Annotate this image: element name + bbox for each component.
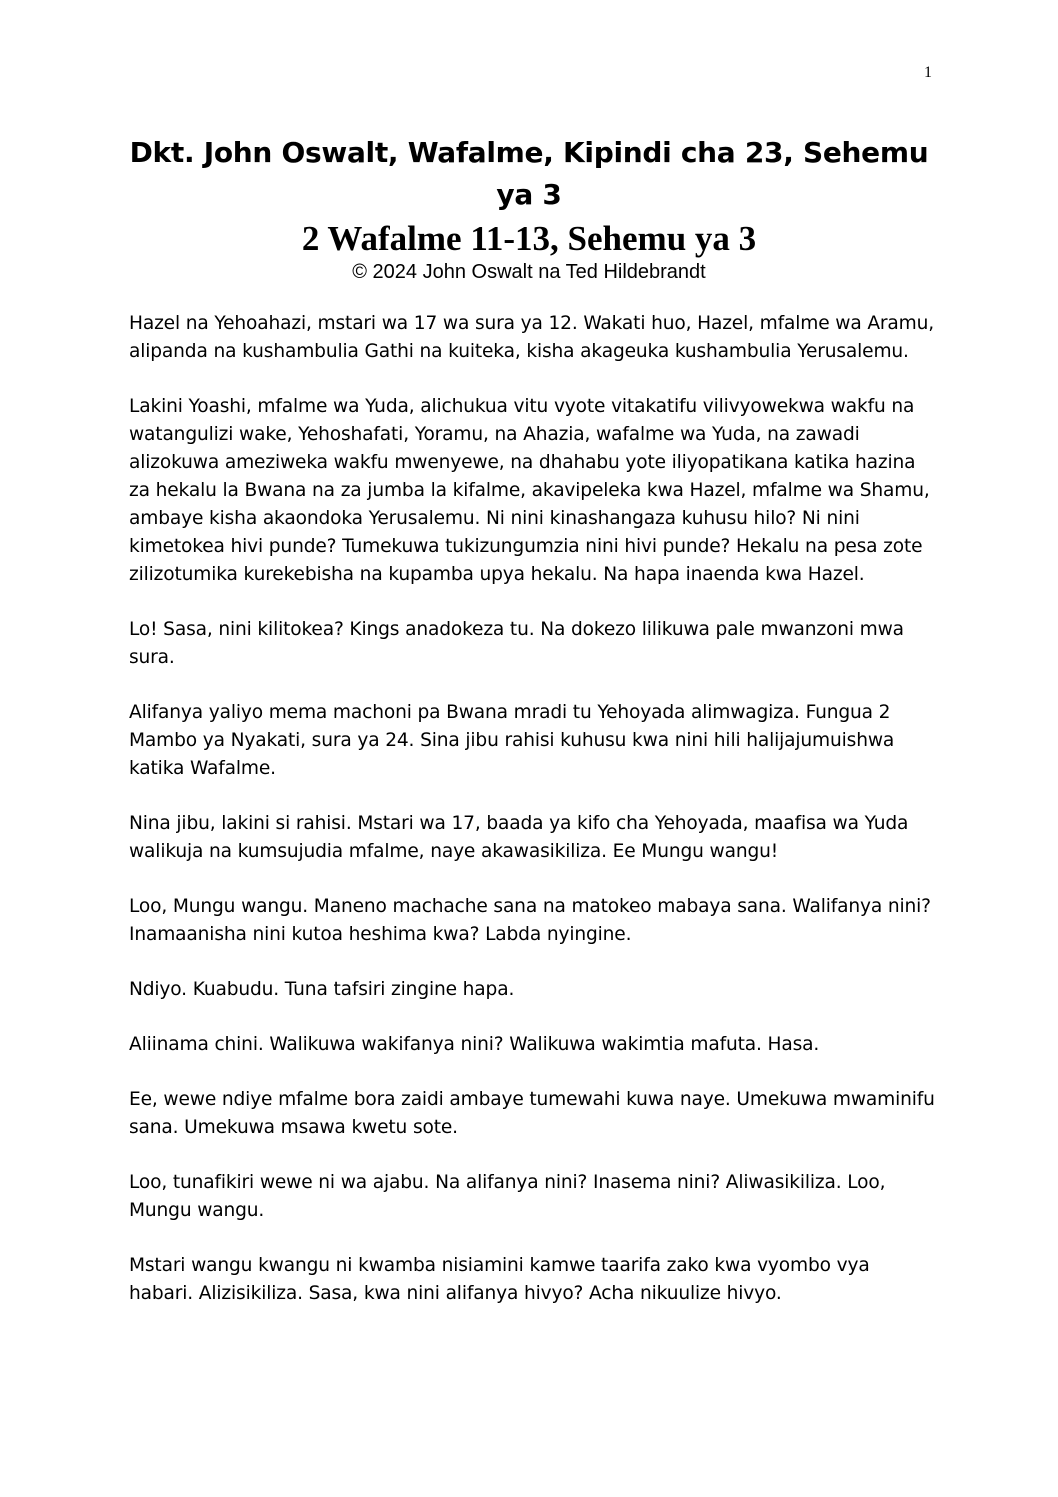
paragraph: Aliinama chini. Walikuwa wakifanya nini? Walikuwa wakimtia mafuta. Hasa. — [129, 1034, 820, 1055]
paragraph: Alifanya yaliyo mema machoni pa Bwana mradi tu Yehoyada alimwagiza. Fungua 2 Mambo ya Nyakati, sura ya 24. Sina jibu rahisi kuhusu kwa nini hili halijajumuishwa katika Wafalme. — [129, 702, 895, 779]
document-title: Dkt. John Oswalt, Wafalme, Kipindi cha 23, Sehemu ya 3 — [129, 136, 929, 211]
paragraph: Lakini Yoashi, mfalme wa Yuda, alichukua vitu vyote vitakatifu vilivyowekwa wakfu na watangulizi wake, Yehoshafati, Yoramu, na Ahazia, wafalme wa Yuda, na zawadi alizokuwa ameziweka wakfu mwenyewe, na dhahabu yote iliyopatikana katika hazina za hekalu la Bwana na za jumba la kifalme, akavipeleka kwa Hazel, mfalme wa Shamu, ambaye kisha akaondoka Yerusalemu. Ni nini kinashangaza kuhusu hilo? Ni nini kimetokea hivi punde? Tumekuwa tukizungumzia nini hivi punde? Hekalu na pesa zote zilizotumika kurekebisha na kupamba upya hekalu. Na hapa inaenda kwa Hazel. — [129, 396, 930, 585]
copyright-notice: © 2024 John Oswalt na Ted Hildebrandt — [352, 261, 706, 283]
paragraph: Loo, tunafikiri wewe ni wa ajabu. Na alifanya nini? Inasema nini? Aliwasikiliza. Loo, Mungu wangu. — [129, 1172, 886, 1221]
document-body — [129, 310, 937, 1335]
paragraph: Ee, wewe ndiye mfalme bora zaidi ambaye tumewahi kuwa naye. Umekuwa mwaminifu sana. Umekuwa msawa kwetu sote. — [129, 1089, 935, 1138]
paragraph: Nina jibu, lakini si rahisi. Mstari wa 17, baada ya kifo cha Yehoyada, maafisa wa Yuda walikuja na kumsujudia mfalme, naye akawasikiliza. Ee Mungu wangu! — [129, 813, 909, 862]
paragraph: Loo, Mungu wangu. Maneno machache sana na matokeo mabaya sana. Walifanya nini? Inamaanisha nini kutoa heshima kwa? Labda nyingine. — [129, 896, 931, 945]
paragraph: Hazel na Yehoahazi, mstari wa 17 wa sura ya 12. Wakati huo, Hazel, mfalme wa Aramu, alipanda na kushambulia Gathi na kuiteka, kisha akageuka kushambulia Yerusalemu. — [129, 313, 934, 362]
document-header — [128, 132, 930, 284]
document-subtitle: 2 Wafalme 11-13, Sehemu ya 3 — [301, 219, 757, 258]
paragraph: Ndiyo. Kuabudu. Tuna tafsiri zingine hapa. — [129, 979, 515, 1000]
paragraph: Mstari wangu kwangu ni kwamba nisiamini kamwe taarifa zako kwa vyombo vya habari. Alizisikiliza. Sasa, kwa nini alifanya hivyo? Acha nikuulize hivyo. — [129, 1255, 870, 1304]
page-number: 1 — [924, 64, 932, 81]
paragraph: Lo! Sasa, nini kilitokea? Kings anadokeza tu. Na dokezo lilikuwa pale mwanzoni mwa sura. — [129, 619, 904, 668]
